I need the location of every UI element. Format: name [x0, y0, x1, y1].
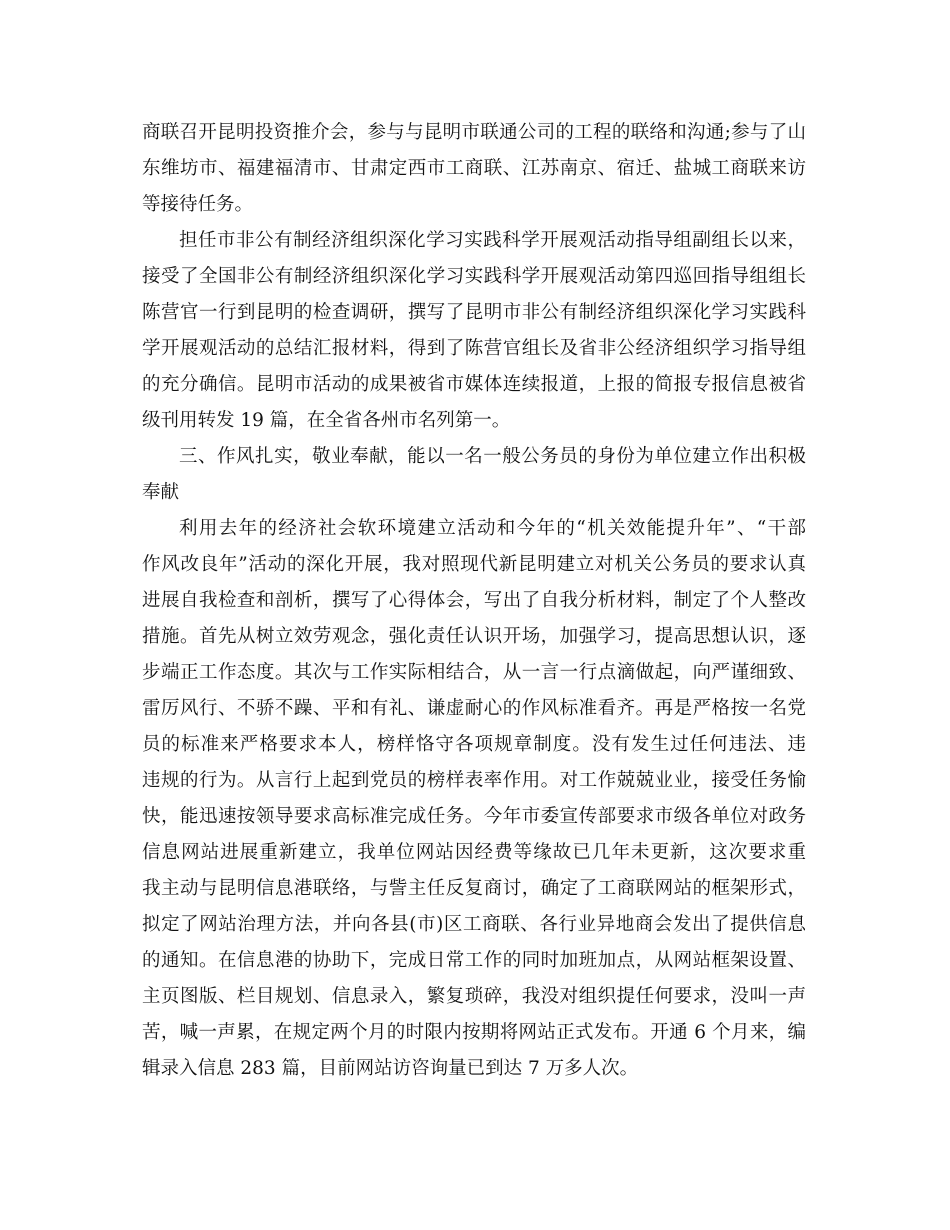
document-body: [142, 115, 806, 1087]
text-line: 违规的行为。从言行上起到党员的榜样表率作用。对工作兢兢业业，接受任务愉: [142, 770, 806, 791]
text-line: 进展自我检查和剖析，撰写了心得体会，写出了自我分析材料，制定了个人整改: [142, 590, 806, 611]
text-line: 接受了全国非公有制经济组织深化学习实践科学开展观活动第四巡回指导组组长: [142, 266, 806, 287]
text-line: 主页图版、栏目规划、信息录入，繁复琐碎，我没对组织提任何要求，没叫一声: [142, 986, 806, 1007]
text-line: 奉献: [142, 482, 180, 503]
text-line: 作风改良年”活动的深化开展，我对照现代新昆明建立对机关公务员的要求认真: [142, 554, 806, 575]
text-line: 我主动与昆明信息港联络，与訾主任反复商讨，确定了工商联网站的框架形式，: [142, 878, 806, 899]
text-line: 措施。首先从树立效劳观念，强化责任认识开场，加强学习，提高思想认识，逐: [142, 626, 806, 647]
text-line: 辑录入信息 283 篇，目前网站访咨询量已到达 7 万多人次。: [142, 1058, 639, 1079]
section-heading: [142, 439, 806, 511]
text-line: 苦，喊一声累，在规定两个月的时限内按期将网站正式发布。开通 6 个月来，编: [142, 1022, 806, 1043]
text-line: 等接待任务。: [142, 194, 254, 215]
text-line: 员的标准来严格要求本人，榜样恪守各项规章制度。没有发生过任何违法、违: [142, 734, 806, 755]
text-line: 的充分确信。昆明市活动的成果被省市媒体连续报道，上报的简报专报信息被省: [142, 374, 806, 395]
text-line: 担任市非公有制经济组织深化学习实践科学开展观活动指导组副组长以来，: [179, 230, 806, 251]
text-line: 学开展观活动的总结汇报材料，得到了陈营官组长及省非公经济组织学习指导组: [142, 338, 806, 359]
text-line: 步端正工作态度。其次与工作实际相结合，从一言一行点滴做起，向严谨细致、: [142, 662, 806, 683]
text-line: 的通知。在信息港的协助下，完成日常工作的同时加班加点，从网站框架设置、: [142, 950, 806, 971]
text-line: 商联召开昆明投资推介会，参与与昆明市联通公司的工程的联络和沟通;参与了山: [142, 122, 806, 143]
text-line: 级刊用转发 19 篇，在全省各州市名列第一。: [142, 410, 511, 431]
text-line: 拟定了网站治理方法，并向各县(市)区工商联、各行业异地商会发出了提供信息: [142, 914, 806, 935]
text-line: 利用去年的经济社会软环境建立活动和今年的“机关效能提升年”、“干部: [179, 518, 806, 539]
text-line: 信息网站进展重新建立，我单位网站因经费等缘故已几年未更新，这次要求重: [142, 842, 806, 863]
text-line: 雷厉风行、不骄不躁、平和有礼、谦虚耐心的作风标准看齐。再是严格按一名党: [142, 698, 806, 719]
paragraph: [142, 115, 806, 223]
text-line: 陈营官一行到昆明的检查调研，撰写了昆明市非公有制经济组织深化学习实践科: [142, 302, 806, 323]
text-line: 三、作风扎实，敬业奉献，能以一名一般公务员的身份为单位建立作出积极: [179, 446, 806, 467]
paragraph: [142, 223, 806, 439]
text-line: 快，能迅速按领导要求高标准完成任务。今年市委宣传部要求市级各单位对政务: [142, 806, 806, 827]
text-line: 东维坊市、福建福清市、甘肃定西市工商联、江苏南京、宿迁、盐城工商联来访: [142, 158, 806, 179]
paragraph: [142, 511, 806, 1087]
